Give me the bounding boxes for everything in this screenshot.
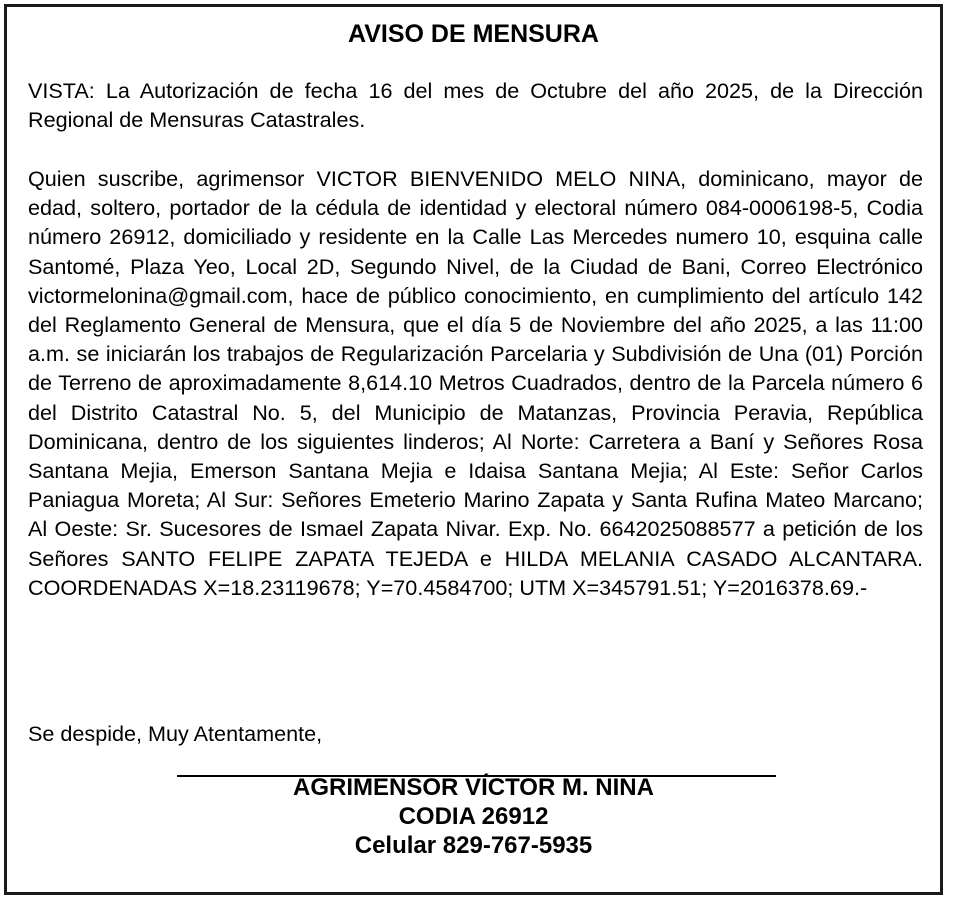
notice-title: AVISO DE MENSURA — [348, 20, 599, 48]
notice-frame — [4, 4, 943, 895]
announcement-paragraph: Quien suscribe, agrimensor VICTOR BIENVENIDO MELO NINA, dominicano, mayor de edad, soltero, portador de la cédula de identidad y electoral número 084-0006198-5, Codia número 26912, domiciliado y residente en la Calle Las Mercedes numero 10, esquina calle Santomé, Plaza Yeo, Local 2D, Segundo Nivel, de la Ciudad de Bani, Correo Electrónico victormelonina@gmail.com, hace de público conocimiento, en cumplimiento del artículo 142 del Reglamento General de Mensura, que el día 5 de Noviembre del año 2025, a las 11:00 a.m. se iniciarán los trabajos de Regularización Parcelaria y Subdivisión de Una (01) Porción de Terreno de aproximadamente 8,614.10 Metros Cuadrados, dentro de la Parcela número 6 del Distrito Catastral No. 5, del Municipio de Matanzas, Provincia Peravia, República Dominicana, dentro de los siguientes linderos; Al Norte: Carretera a Baní y Señores Rosa Santana Mejia, Emerson Santana Mejia e Idaisa Santana Mejia; Al Este: Señor Carlos Paniagua Moreta; Al Sur: Señores Emeterio Marino Zapata y Santa Rufina Mateo Marcano; Al Oeste: Sr. Sucesores de Ismael Zapata Nivar. Exp. No. 6642025088577 a petición de los Señores SANTO FELIPE ZAPATA TEJEDA e HILDA MELANIA CASADO ALCANTARA. COORDENADAS X=18.23119678; Y=70.4584700; UTM X=345791.51; Y=2016378.69.- — [28, 166, 923, 600]
signature-block — [7, 773, 940, 860]
closing-line: Se despide, Muy Atentamente, — [28, 721, 323, 746]
signer-name: AGRIMENSOR VÍCTOR M. NINA — [293, 774, 654, 801]
signer-phone: Celular 829-767-5935 — [354, 832, 593, 859]
authorization-paragraph: VISTA: La Autorización de fecha 16 del mes de Octubre del año 2025, de la Dirección Regional de Mensuras Catastrales. — [28, 78, 923, 133]
signer-codia: CODIA 26912 — [398, 803, 549, 830]
